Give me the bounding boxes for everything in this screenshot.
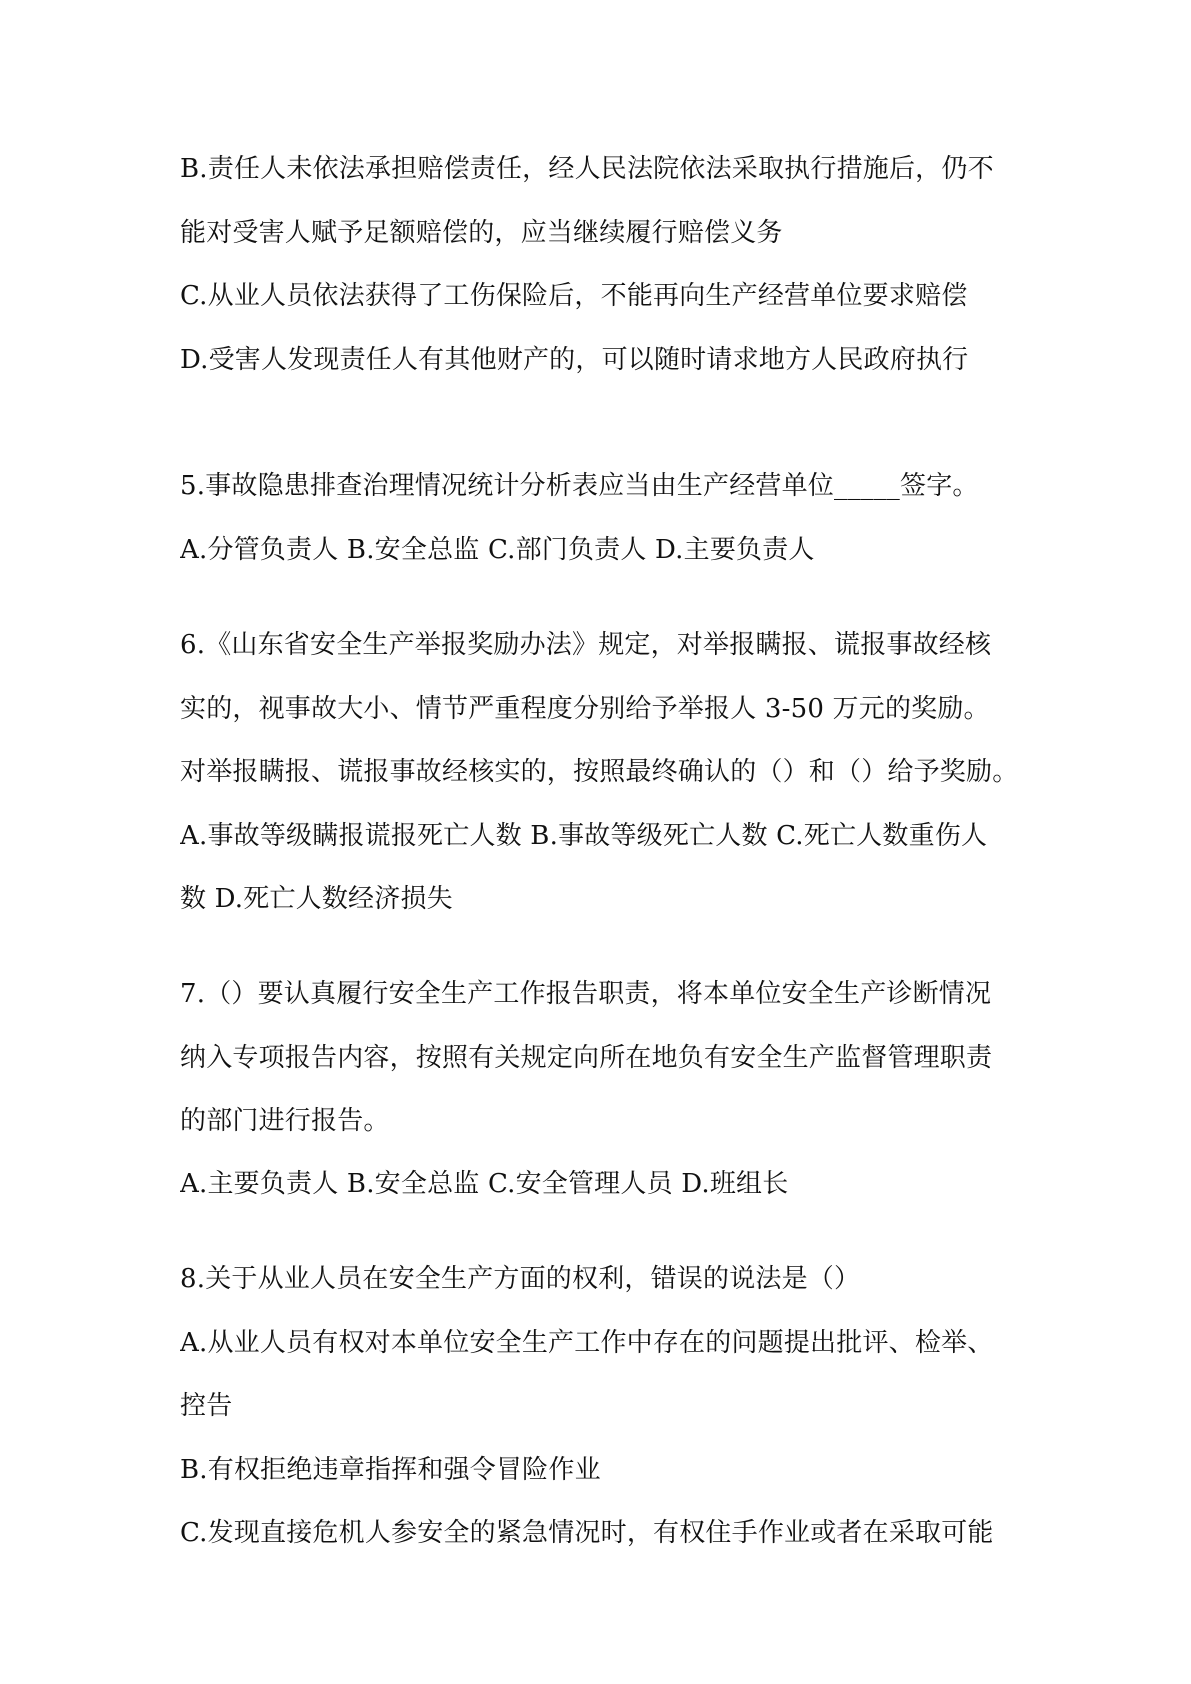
question-5: 5.事故隐患排查治理情况统计分析表应当由生产经营单位_____签字。 [180, 471, 979, 501]
question-8-option-c: C.发现直接危机人参安全的紧急情况时，有权住手作业或者在采取可能 [180, 1518, 994, 1548]
question-5-options: A.分管负责人 B.安全总监 C.部门负责人 D.主要负责人 [180, 535, 815, 565]
question-7: 7.（）要认真履行安全生产工作报告职责，将本单位安全生产诊断情况 [180, 979, 992, 1009]
question-7-options: A.主要负责人 B.安全总监 C.安全管理人员 D.班组长 [180, 1169, 789, 1199]
question-6-options: A.事故等级瞒报谎报死亡人数 B.事故等级死亡人数 C.死亡人数重伤人 [180, 821, 988, 851]
question-6: 6.《山东省安全生产举报奖励办法》规定，对举报瞒报、谎报事故经核 [180, 630, 992, 660]
text-line: 的部门进行报告。 [180, 1106, 390, 1136]
text-line: 对举报瞒报、谎报事故经核实的，按照最终确认的（）和（）给予奖励。 [180, 757, 1019, 787]
question-8-option-a: A.从业人员有权对本单位安全生产工作中存在的问题提出批评、检举、 [180, 1328, 994, 1358]
question-8: 8.关于从业人员在安全生产方面的权利，错误的说法是（） [180, 1264, 861, 1294]
question-8-option-b: B.有权拒绝违章指挥和强令冒险作业 [180, 1455, 601, 1485]
text-line: 能对受害人赋予足额赔偿的，应当继续履行赔偿义务 [180, 218, 783, 248]
text-line: 纳入专项报告内容，按照有关规定向所在地负有安全生产监督管理职责 [180, 1043, 993, 1073]
text-line: B.责任人未依法承担赔偿责任，经人民法院依法采取执行措施后，仍不 [180, 154, 994, 184]
text-line: 数 D.死亡人数经济损失 [180, 884, 453, 914]
text-line: D.受害人发现责任人有其他财产的，可以随时请求地方人民政府执行 [180, 345, 969, 375]
text-line: C.从业人员依法获得了工伤保险后，不能再向生产经营单位要求赔偿 [180, 281, 968, 311]
text-line: 实的，视事故大小、情节严重程度分别给予举报人 3-50 万元的奖励。 [180, 694, 990, 724]
text-line: 控告 [180, 1391, 233, 1421]
